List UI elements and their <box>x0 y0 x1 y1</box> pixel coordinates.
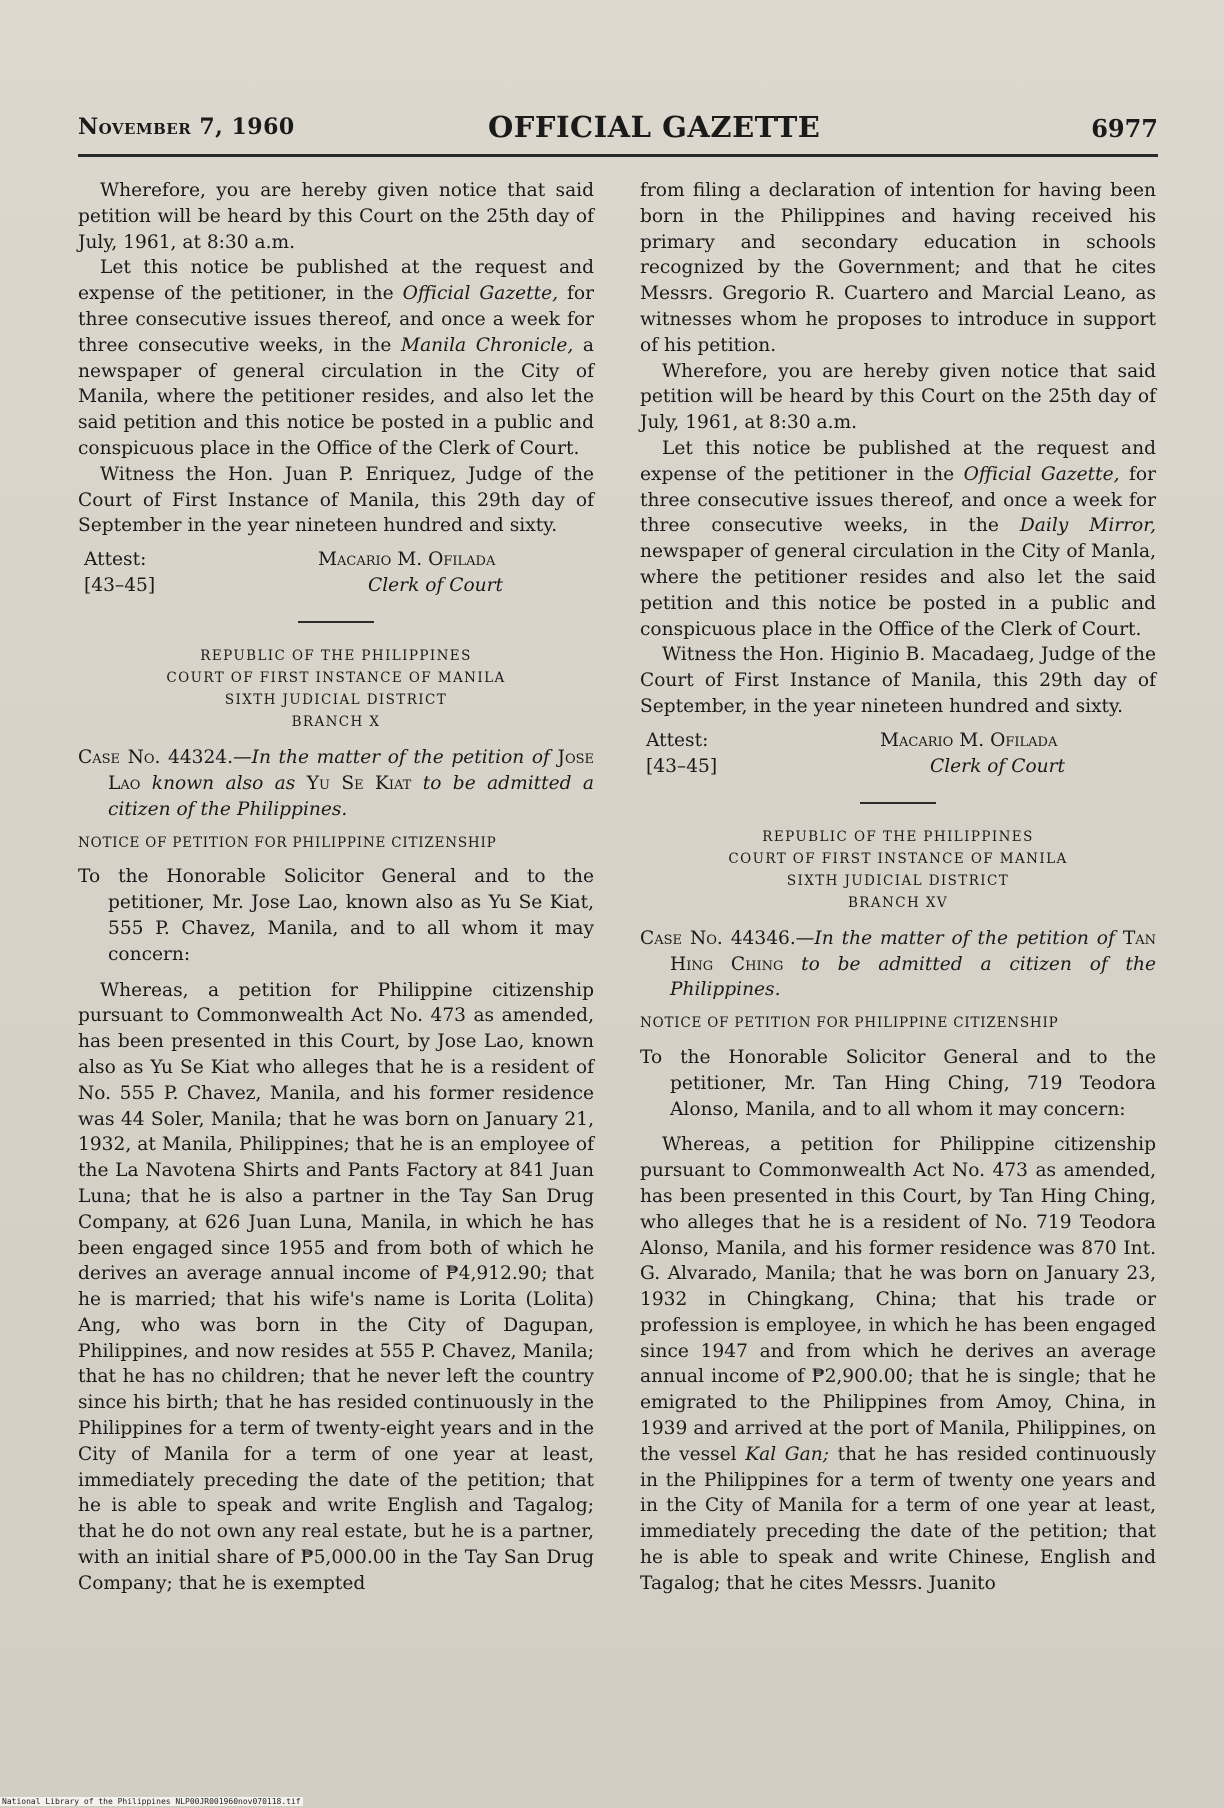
page-header <box>78 110 1158 150</box>
header-date: November 7, 1960 <box>78 114 295 140</box>
publication-title: OFFICIAL GAZETTE <box>488 110 821 144</box>
hearing-notice-paragraph: Wherefore, you are hereby given notice that said petition will be heard by this Court on the 25th day of July, 1961, at 8:30 a.m. <box>640 360 1156 434</box>
scan-footer: National Library of the Philippines NLP00JR001960nov070118.tif <box>2 1797 301 1806</box>
clerk-title: Clerk of Court <box>368 575 503 597</box>
section-divider <box>860 802 936 804</box>
page-number: 6977 <box>1091 114 1158 143</box>
clerk-name: Macario M. Ofilada <box>318 549 496 571</box>
issue-range: [43–45] <box>646 755 718 777</box>
notice-heading: NOTICE OF PETITION FOR PHILIPPINE CITIZENSHIP <box>78 834 497 851</box>
witness-paragraph: Witness the Hon. Higinio B. Macadaeg, Judge of the Court of First Instance of Manila, this 29th day of September, in the year nineteen hundred and sixty. <box>640 644 1156 717</box>
right-column <box>640 178 1156 1597</box>
hearing-notice-paragraph: Wherefore, you are hereby given notice that said petition will be heard by this Court on the 25th day of July, 1961, at 8:30 a.m. <box>78 180 594 253</box>
court-heading: REPUBLIC OF THE PHILIPPINES COURT OF FIRST INSTANCE OF MANILA SIXTH JUDICIAL DISTRICT BRANCH XV <box>728 828 1068 911</box>
petition-body: Whereas, a petition for Philippine citizenship pursuant to Commonwealth Act No. 473 as amended, has been presented in this Court, by Tan Hing Ching, who alleges that he is a resident of No. 719 Teodora Alonso, Manila, and his former residence was 870 Int. G. Alvarado, Manila; that he was born on January 23, 1932 in Chingkang, China; that his trade or profession is employee, in which he has been engaged since 1947 and from which he derives an average annual income of ₱2,900.00; that he is single; that he emigrated to the Philippines from Amoy, China, in 1939 and arrived at the port of Manila, Philippines, on the vessel Kal Gan; that he has resided continuously in the Philippines for a term of twenty one years and in the City of Manila for a term of one year at least, immediately preceding the date of the petition; that he is able to speak and write Chinese, English and Tagalog; that he cites Messrs. Juanito <box>640 1134 1156 1594</box>
clerk-title: Clerk of Court <box>930 755 1065 777</box>
publication-paragraph: Let this notice be published at the request and expense of the petitioner in the Official Gazette, for three consecutive issues thereof, and once a week for three consecutive weeks, in the Daily Mirror, newspaper of general circulation in the City of Manla, where the petitioner resides and also let the said petition and this notice be posted in a public and conspicuous place in the Office of the Clerk of Court. <box>640 437 1157 640</box>
section-divider <box>298 621 374 623</box>
signature-block <box>78 547 594 601</box>
signature-block <box>640 728 1156 782</box>
attest-label: Attest: <box>84 549 147 571</box>
addressee-paragraph: To the Honorable Solicitor General and to the petitioner, Mr. Jose Lao, known also as Yu Se Kiat, 555 P. Chavez, Manila, and to all whom it may concern: <box>78 866 594 965</box>
attest-label: Attest: <box>646 729 709 751</box>
continuation-paragraph: from filing a declaration of intention for having been born in the Philippines and having received his primary and secondary education in schools recognized by the Government; and that he cites Messrs. Gregorio R. Cuartero and Marcial Leano, as witnesses whom he proposes to introduce in support of his petition. <box>640 180 1156 356</box>
issue-range: [43–45] <box>84 575 156 597</box>
addressee-paragraph: To the Honorable Solicitor General and to the petitioner, Mr. Tan Hing Ching, 719 Teodora Alonso, Manila, and to all whom it may concern: <box>640 1046 1156 1120</box>
left-column <box>78 178 594 1597</box>
notice-heading: NOTICE OF PETITION FOR PHILIPPINE CITIZENSHIP <box>640 1015 1059 1032</box>
witness-paragraph: Witness the Hon. Juan P. Enriquez, Judge of the Court of First Instance of Manila, this 29th day of September in the year nineteen hundred and sixty. <box>78 463 594 537</box>
header-rule <box>78 154 1158 157</box>
case-title: Case No. 44324.—In the matter of the petition of Jose Lao known also as Yu Se Kiat to be admitted a citizen of the Philippines. <box>78 747 595 820</box>
case-title: Case No. 44346.—In the matter of the petition of Tan Hing Ching to be admitted a citizen of the Philippines. <box>640 927 1156 1001</box>
clerk-name: Macario M. Ofilada <box>880 729 1058 751</box>
publication-paragraph: Let this notice be published at the request and expense of the petitioner, in the Official Gazette, for three consecutive issues thereof, and once a week for three consecutive weeks, in the Manila Chronicle, a newspaper of general circulation in the City of Manila, where the petitioner resides, and also let the said petition and this notice be posted in a public and conspicuous place in the Office of the Clerk of Court. <box>78 257 595 459</box>
court-heading: REPUBLIC OF THE PHILIPPINES COURT OF FIRST INSTANCE OF MANILA SIXTH JUDICIAL DISTRICT BRANCH X <box>166 648 506 731</box>
petition-body: Whereas, a petition for Philippine citizenship pursuant to Commonwealth Act No. 473 as amended, has been presented in this Court, by Jose Lao, known also as Yu Se Kiat who alleges that he is a resident of No. 555 P. Chavez, Manila, and his former residence was 44 Soler, Manila; that he was born on January 21, 1932, at Manila, Philippines; that he is an employee of the La Navotena Shirts and Pants Factory at 841 Juan Luna; that he is also a partner in the Tay San Drug Company, at 626 Juan Luna, Manila, in which he has been engaged since 1955 and from both of which he derives an average annual income of ₱4,912.90; that he is married; that his wife's name is Lorita (Lolita) Ang, who was born in the City of Dagupan, Philippines, and now resides at 555 P. Chavez, Manila; that he has no children; that he never left the country since his birth; that he has resided continuously in the Philippines for a term of twenty-eight years and in the City of Manila for a term of one year at least, immediately preceding the date of the petition; that he is able to speak and write English and Tagalog; that he do not own any real estate, but he is a partner, with an initial share of ₱5,000.00 in the Tay San Drug Company; that he is exempted <box>78 979 594 1594</box>
